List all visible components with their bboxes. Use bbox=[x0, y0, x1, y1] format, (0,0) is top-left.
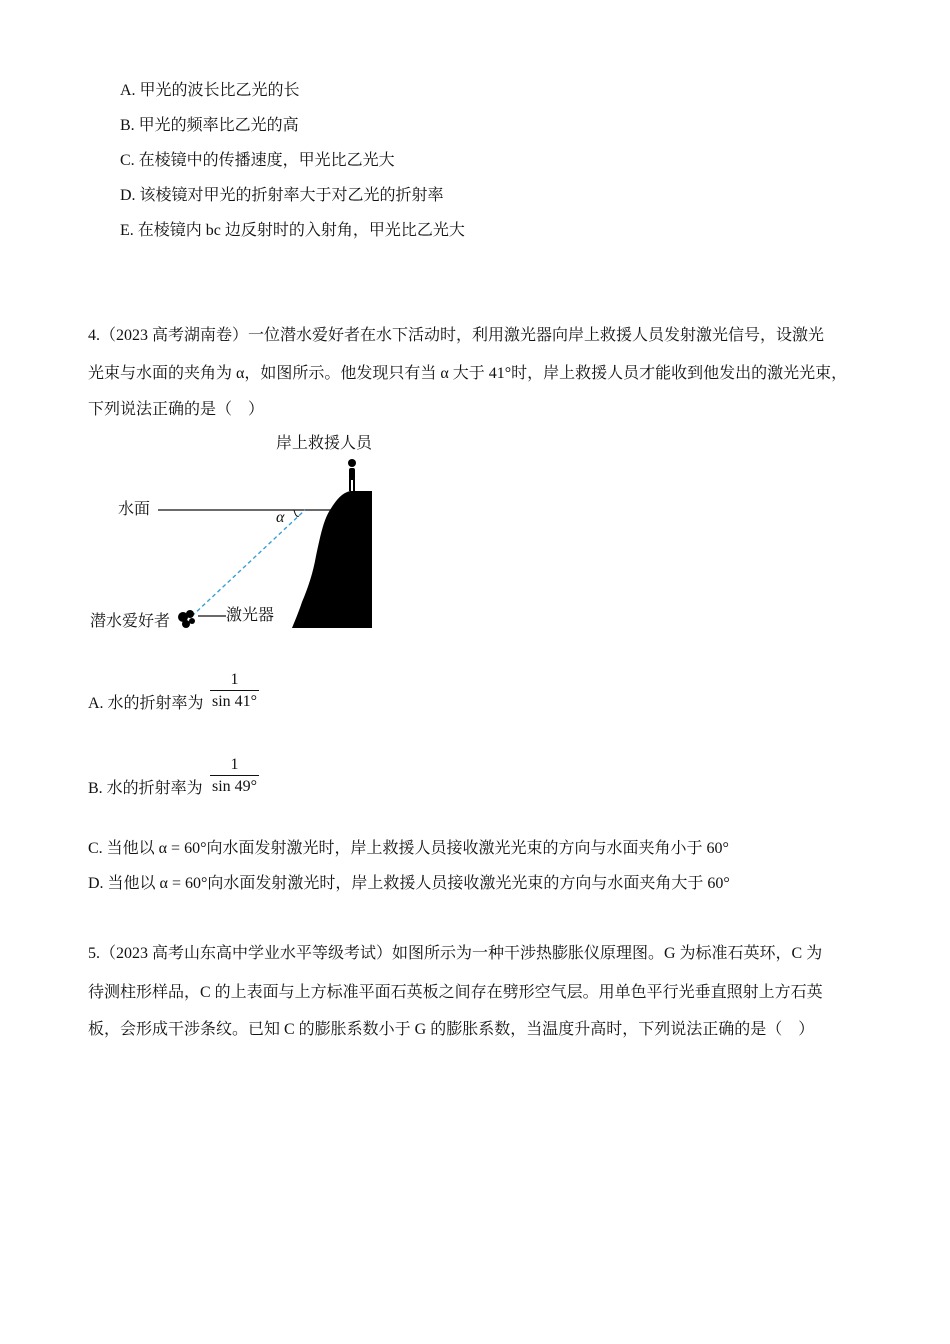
q4-option-c: C. 当他以 α = 60°向水面发射激光时，岸上救援人员接收激光光束的方向与水面夹角小于 60° bbox=[88, 840, 729, 857]
q3-option-e: E. 在棱镜内 bc 边反射时的入射角，甲光比乙光大 bbox=[120, 222, 465, 239]
rescuer-label: 岸上救援人员 bbox=[276, 435, 373, 452]
q4-option-a-numerator: 1 bbox=[230, 671, 239, 688]
q3-option-a: A. 甲光的波长比乙光的长 bbox=[120, 82, 300, 99]
laser-label: 激光器 bbox=[226, 607, 275, 624]
q4-option-b-fraction bbox=[210, 755, 259, 798]
diver-label: 潜水爱好者 bbox=[90, 613, 171, 630]
q4-figure bbox=[80, 428, 390, 638]
q4-option-b-text: B. 水的折射率为 bbox=[88, 780, 203, 797]
q4-option-b-denominator: sin 49° bbox=[210, 775, 259, 798]
q4-option-b bbox=[88, 778, 203, 800]
laser-beam bbox=[192, 510, 305, 616]
q4-option-d: D. 当他以 α = 60°向水面发射激光时，岸上救援人员接收激光光束的方向与水面夹角大于 60° bbox=[88, 875, 730, 892]
q4-stem-line-3: 下列说法正确的是（ ） bbox=[88, 401, 265, 418]
q4-stem-line-2: 光束与水面的夹角为 α，如图所示。他发现只有当 α 大于 41°时，岸上救援人员才能收到他发出的激光光束， bbox=[88, 365, 848, 382]
diver-icon bbox=[178, 610, 195, 628]
q4-option-b-numerator: 1 bbox=[230, 756, 239, 773]
q5-stem-line-1: 5.（2023 高考山东高中学业水平等级考试）如图所示为一种干涉热膨胀仪原理图。G 为标准石英环，C 为 bbox=[88, 945, 823, 962]
q4-option-a bbox=[88, 693, 204, 715]
q3-option-d: D. 该棱镜对甲光的折射率大于对乙光的折射率 bbox=[120, 187, 444, 204]
angle-arc bbox=[294, 510, 299, 516]
q4-option-a-denominator: sin 41° bbox=[210, 690, 259, 713]
rescuer-icon bbox=[348, 459, 356, 491]
q3-option-b: B. 甲光的频率比乙光的高 bbox=[120, 117, 299, 134]
q3-option-c: C. 在棱镜中的传播速度，甲光比乙光大 bbox=[120, 152, 395, 169]
q5-stem-line-3: 板，会形成干涉条纹。已知 C 的膨胀系数小于 G 的膨胀系数，当温度升高时，下列说法正确的是（ ） bbox=[88, 1021, 815, 1038]
q4-stem-line-1: 4.（2023 高考湖南卷）一位潜水爱好者在水下活动时，利用激光器向岸上救援人员发射激光信号，设激光 bbox=[88, 327, 825, 344]
q4-option-a-text: A. 水的折射率为 bbox=[88, 695, 204, 712]
q5-stem-line-2: 待测柱形样品，C 的上表面与上方标准平面石英板之间存在劈形空气层。用单色平行光垂直照射上方石英 bbox=[88, 984, 823, 1001]
water-surface-label: 水面 bbox=[118, 501, 151, 518]
cliff-shape bbox=[292, 491, 372, 628]
angle-alpha-label: α bbox=[276, 509, 285, 526]
q4-option-a-fraction bbox=[210, 670, 259, 713]
